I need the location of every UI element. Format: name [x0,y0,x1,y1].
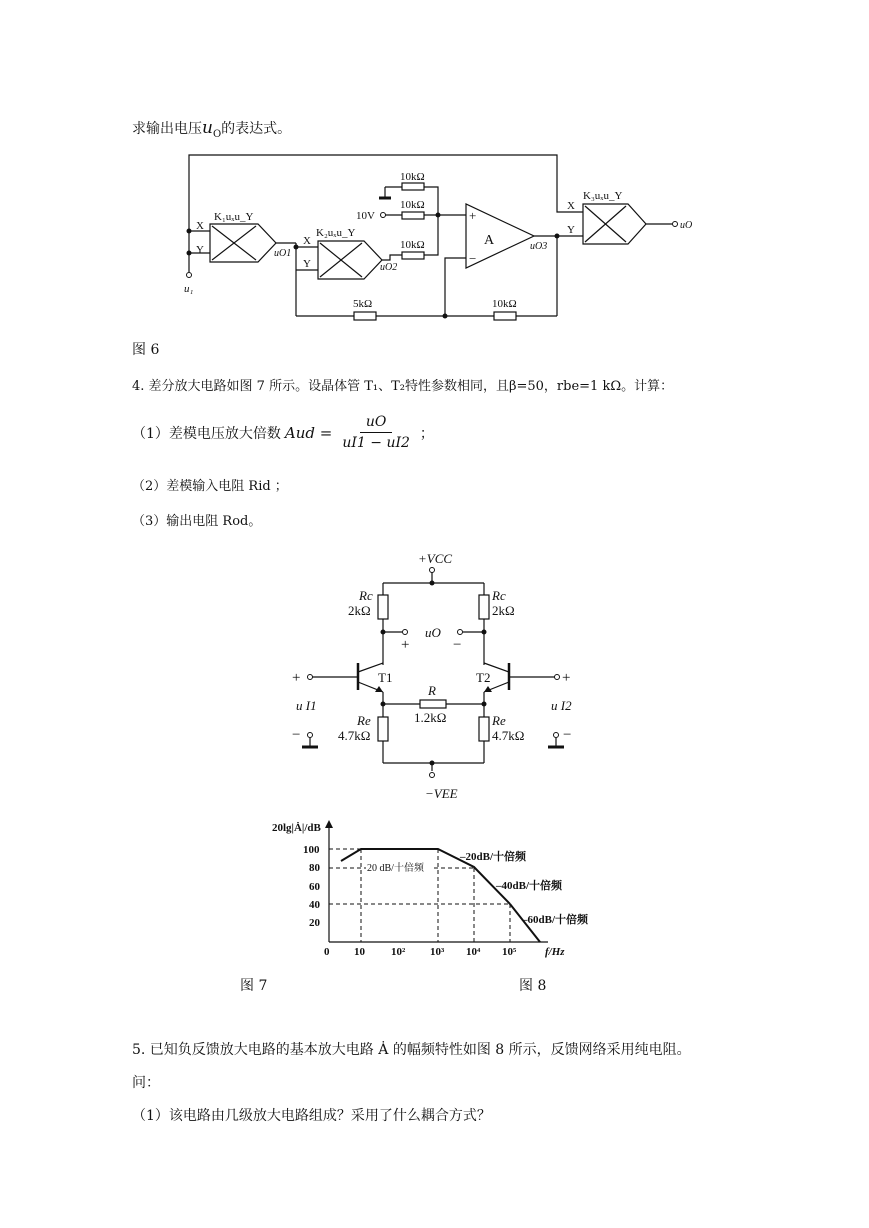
bode-ylabel: 20lg|Ȧ|/dB [272,822,321,834]
rc2-value: 2kΩ [492,603,515,618]
q4-p1-line [132,414,434,451]
q3-sub: O [212,128,222,140]
q4-intro: 4. 差分放大电路如图 7 所示。设晶体管 T₁、T₂特性参数相同，且β=50，rbe=1 kΩ。计算： [132,379,674,394]
fig6-caption: 图 6 [132,342,160,358]
xtick-1e2: 10² [391,946,406,958]
v10-label: 10V [356,210,375,222]
re2-value: 4.7kΩ [492,728,525,743]
re1-value: 4.7kΩ [338,728,371,743]
t2-label: T2 [476,670,491,685]
q4-p1-end: ； [419,425,434,442]
slope-plus20: 20 dB/十倍频 [367,863,424,874]
r-value: 1.2kΩ [414,710,447,725]
fig7-caption: 图 7 [240,978,268,994]
opamp-label: A [484,233,495,248]
figure-7-circuit [0,545,869,805]
q3-text2: 的表达式。 [221,121,292,137]
uo1-label: uO1 [274,248,292,259]
rc1-value: 2kΩ [348,603,371,618]
fig8-caption: 图 8 [519,978,547,994]
rc2-label: Rc [492,588,506,603]
r5k: 5kΩ [353,298,373,310]
re1-label: Re [357,713,371,728]
uo2-label: uO2 [380,262,398,273]
xtick-1e4: 10⁴ [466,946,481,958]
ui1-plus: + [292,670,301,686]
ytick-100: 100 [303,844,320,856]
q3-text: 求输出电压 [132,121,202,137]
q5-intro: 5. 已知负反馈放大电路的基本放大电路 Ȧ 的幅频特性如图 8 所示，反馈网络采用纯电阻。 [132,1042,691,1058]
ui2-minus: − [563,727,572,743]
ytick-80: 80 [309,862,320,874]
q4-p2: （2）差模输入电阻 Rid ； [132,479,288,494]
u1-label: u₁ [184,283,194,295]
xtick-0: 0 [324,946,330,958]
xtick-10: 10 [354,946,365,958]
uo-plus: + [401,637,410,653]
q4-p3: （3）输出电阻 Rod。 [132,514,262,529]
slope-minus40: –40dB/十倍频 [496,880,563,892]
ytick-40: 40 [309,899,320,911]
q4-p1-num: uO [360,414,393,433]
ui2-label: u I2 [551,698,572,713]
m2-y: Y [303,258,311,270]
slope-minus60: –60dB/十倍频 [522,914,589,926]
q5-p1: （1）该电路由几级放大电路组成？采用了什么耦合方式？ [132,1108,491,1124]
m2-x: X [303,235,311,247]
xtick-1e5: 10⁵ [502,946,517,958]
r-label: R [428,683,436,698]
opamp-minus: − [469,251,477,266]
vee-label: −VEE [425,786,458,801]
ui1-minus: − [292,727,301,743]
q4-p1-fraction [336,414,416,451]
uo3-label: uO3 [530,241,548,252]
q4-p1-text: （1）差模电压放大倍数 [132,425,281,442]
q5-ask: 问： [132,1075,160,1091]
m1-y: Y [196,244,204,256]
xtick-1e3: 10³ [430,946,445,958]
ytick-60: 60 [309,881,320,893]
r10k-c: 10kΩ [400,239,425,251]
slope-minus20: –20dB/十倍频 [460,851,527,863]
m3-label: K₃uₓu_Y [583,190,623,202]
uo-label: uO [425,625,441,640]
t1-label: T1 [378,670,393,685]
m3-y: Y [567,224,575,236]
r10k-b: 10kΩ [400,199,425,211]
re2-label: Re [492,713,506,728]
figure-8-bode-plot [0,818,869,958]
m1-label: K₁uₓu_Y [214,211,254,223]
ui2-plus: + [562,670,571,686]
uo-minus: − [453,637,462,653]
bode-xlabel: f/Hz [545,946,565,958]
rc1-label: Rc [359,588,373,603]
q3-var: u [202,118,213,138]
r10k-fb: 10kΩ [492,298,517,310]
m2-label: K₂uₓu_Y [316,227,356,239]
r10k-a: 10kΩ [400,171,425,183]
vcc-label: +VCC [418,551,453,566]
ui1-label: u I1 [296,698,317,713]
ytick-20: 20 [309,917,320,929]
q4-p1-lhs: Aud = [284,423,333,442]
m1-x: X [196,220,204,232]
m3-x: X [567,200,575,212]
q4-p1-den: uI1 − uI2 [342,435,410,451]
uo-label: uO [680,220,693,231]
opamp-plus: + [469,208,477,223]
figure-6-circuit [0,0,869,340]
